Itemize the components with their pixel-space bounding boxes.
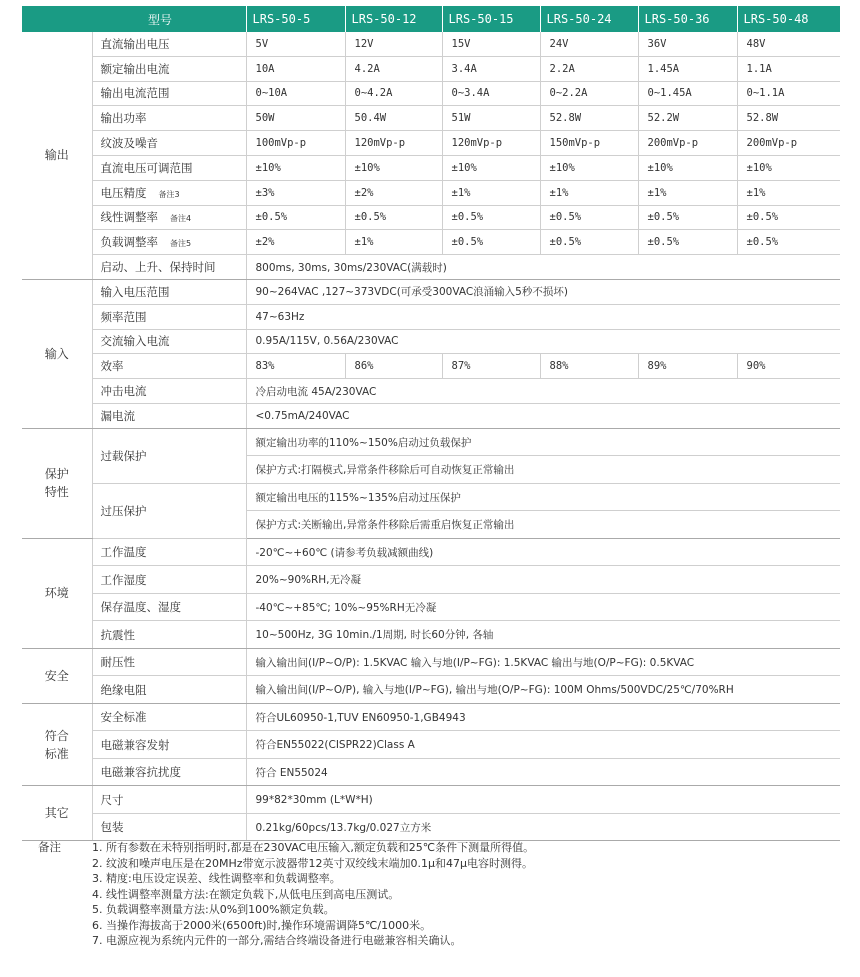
row-label <box>92 205 246 230</box>
cell-value: 3.4A <box>442 56 540 81</box>
span-value: 额定输出功率的110%~150%启动过负载保护 <box>246 428 840 456</box>
span-value: 输入输出间(I/P~O/P), 输入与地(I/P~FG), 输出与地(O/P~FG): 100M Ohms/500VDC/25℃/70%RH <box>246 676 840 704</box>
row-label-text: 负载调整率 <box>100 235 158 250</box>
row-label: 电磁兼容抗扰度 <box>92 758 246 786</box>
cell-value: 1.45A <box>638 56 737 81</box>
cell-value: 86% <box>345 354 442 379</box>
spec-row <box>22 205 840 230</box>
category-safety: 安全 <box>22 648 92 703</box>
cell-value: ±0.5% <box>638 205 737 230</box>
cell-value: 52.8W <box>737 106 840 131</box>
row-label: 电磁兼容发射 <box>92 731 246 759</box>
cell-value: 4.2A <box>345 56 442 81</box>
cell-value: ±1% <box>638 180 737 205</box>
span-value: 保护方式:打隔模式,异常条件移除后可自动恢复正常输出 <box>246 456 840 484</box>
category-input: 输入 <box>22 279 92 428</box>
model-name: LRS-50-24 <box>540 6 638 32</box>
spec-row <box>22 813 840 841</box>
cell-value: ±10% <box>345 155 442 180</box>
cell-value: ±0.5% <box>737 205 840 230</box>
row-label: 工作温度 <box>92 538 246 566</box>
cell-value: 150mVp-p <box>540 131 638 156</box>
spec-row <box>22 676 840 704</box>
spec-row <box>22 155 840 180</box>
spec-row <box>22 403 840 428</box>
cell-value: ±10% <box>246 155 345 180</box>
row-label-text: 线性调整率 <box>100 210 158 225</box>
cell-value: ±1% <box>737 180 840 205</box>
header-row <box>22 6 840 32</box>
row-label: 尺寸 <box>92 786 246 814</box>
cell-value: 0~2.2A <box>540 81 638 106</box>
cell-value: ±0.5% <box>442 230 540 255</box>
cell-value: 52.2W <box>638 106 737 131</box>
category-line: 保护 <box>44 467 69 482</box>
cell-value: 87% <box>442 354 540 379</box>
span-value: -20℃~+60℃ (请参考负载减额曲线) <box>246 538 840 566</box>
spec-row <box>22 106 840 131</box>
spec-row <box>22 354 840 379</box>
model-name: LRS-50-15 <box>442 6 540 32</box>
row-label: 绝缘电阻 <box>92 676 246 704</box>
spec-row <box>22 180 840 205</box>
spec-row <box>22 648 840 676</box>
cell-value: ±0.5% <box>638 230 737 255</box>
spec-row <box>22 538 840 566</box>
row-label: 直流电压可调范围 <box>92 155 246 180</box>
note-ref: 备注3 <box>158 189 180 199</box>
cell-value: ±10% <box>737 155 840 180</box>
spec-row <box>22 32 840 56</box>
cell-value: 120mVp-p <box>345 131 442 156</box>
category-output: 输出 <box>22 32 92 279</box>
cell-value: 1.1A <box>737 56 840 81</box>
span-value: 保护方式:关断输出,异常条件移除后需重启恢复正常输出 <box>246 511 840 539</box>
spec-row <box>22 758 840 786</box>
category-standards <box>22 703 92 786</box>
row-label: 效率 <box>92 354 246 379</box>
model-name: LRS-50-12 <box>345 6 442 32</box>
span-value: 符合EN55022(CISPR22)Class A <box>246 731 840 759</box>
row-label: 交流输入电流 <box>92 329 246 354</box>
spec-row <box>22 593 840 621</box>
cell-value: 12V <box>345 32 442 56</box>
span-value: 99*82*30mm (L*W*H) <box>246 786 840 814</box>
row-label: 包装 <box>92 813 246 841</box>
span-value: 符合 EN55024 <box>246 758 840 786</box>
cell-value: 88% <box>540 354 638 379</box>
cell-value: 0~3.4A <box>442 81 540 106</box>
cell-value: 36V <box>638 32 737 56</box>
row-label: 冲击电流 <box>92 379 246 404</box>
cell-value: 15V <box>442 32 540 56</box>
model-name: LRS-50-48 <box>737 6 840 32</box>
category-protection <box>22 428 92 538</box>
spec-row <box>22 56 840 81</box>
category-line: 特性 <box>44 485 69 500</box>
cell-value: ±10% <box>638 155 737 180</box>
span-value: 0.95A/115V, 0.56A/230VAC <box>246 329 840 354</box>
span-value: 800ms, 30ms, 30ms/230VAC(满载时) <box>246 255 840 280</box>
cell-value: ±0.5% <box>737 230 840 255</box>
spec-row <box>22 329 840 354</box>
row-label-text: 电压精度 <box>100 185 147 200</box>
model-name: LRS-50-5 <box>246 6 345 32</box>
spec-row <box>22 731 840 759</box>
spec-row <box>22 786 840 814</box>
spec-row <box>22 428 840 456</box>
spec-row <box>22 255 840 280</box>
cell-value: ±1% <box>442 180 540 205</box>
cell-value: 100mVp-p <box>246 131 345 156</box>
span-value: 冷启动电流 45A/230VAC <box>246 379 840 404</box>
spec-row <box>22 621 840 649</box>
row-label: 直流输出电压 <box>92 32 246 56</box>
row-label: 保存温度、湿度 <box>92 593 246 621</box>
category-line: 标准 <box>44 746 69 761</box>
row-label: 漏电流 <box>92 403 246 428</box>
cell-value: 120mVp-p <box>442 131 540 156</box>
cell-value: 50.4W <box>345 106 442 131</box>
cell-value: 0~4.2A <box>345 81 442 106</box>
spec-row <box>22 304 840 329</box>
span-value: 0.21kg/60pcs/13.7kg/0.027立方米 <box>246 813 840 841</box>
row-label <box>92 230 246 255</box>
row-label <box>92 180 246 205</box>
span-value: 20%~90%RH,无冷凝 <box>246 566 840 594</box>
span-value: 47~63Hz <box>246 304 840 329</box>
row-label: 额定输出电流 <box>92 56 246 81</box>
cell-value: ±1% <box>540 180 638 205</box>
row-label: 频率范围 <box>92 304 246 329</box>
span-value: -40℃~+85℃; 10%~95%RH无冷凝 <box>246 593 840 621</box>
cell-value: 0~1.1A <box>737 81 840 106</box>
spec-row <box>22 131 840 156</box>
notes-title: 备注 <box>38 840 61 854</box>
cell-value: 200mVp-p <box>737 131 840 156</box>
spec-row <box>22 566 840 594</box>
category-line: 符合 <box>44 728 69 743</box>
spec-row <box>22 379 840 404</box>
span-value: <0.75mA/240VAC <box>246 403 840 428</box>
note-item: 3. 精度:电压设定误差、线性调整率和负载调整率。 <box>92 872 341 885</box>
span-value: 额定输出电压的115%~135%启动过压保护 <box>246 483 840 511</box>
cell-value: 83% <box>246 354 345 379</box>
cell-value: ±3% <box>246 180 345 205</box>
row-label: 启动、上升、保持时间 <box>92 255 246 280</box>
cell-value: ±2% <box>246 230 345 255</box>
spec-table <box>22 6 840 841</box>
category-other: 其它 <box>22 786 92 841</box>
cell-value: 0~10A <box>246 81 345 106</box>
model-name: LRS-50-36 <box>638 6 737 32</box>
cell-value: ±0.5% <box>540 230 638 255</box>
cell-value: 2.2A <box>540 56 638 81</box>
cell-value: ±10% <box>442 155 540 180</box>
note-item: 6. 当操作海拔高于2000米(6500ft)时,操作环境需调降5℃/1000米。 <box>92 918 432 932</box>
note-ref: 备注5 <box>170 239 192 249</box>
row-label: 输出功率 <box>92 106 246 131</box>
cell-value: ±0.5% <box>442 205 540 230</box>
row-label: 过载保护 <box>92 428 246 483</box>
cell-value: ±2% <box>345 180 442 205</box>
cell-value: 51W <box>442 106 540 131</box>
spec-row <box>22 81 840 106</box>
note-item: 5. 负载调整率测量方法:从0%到100%额定负载。 <box>92 903 335 916</box>
model-label: 型号 <box>92 6 246 32</box>
span-value: 输入输出间(I/P~O/P): 1.5KVAC 输入与地(I/P~FG): 1.5KVAC 输出与地(O/P~FG): 0.5KVAC <box>246 648 840 676</box>
cell-value: 90% <box>737 354 840 379</box>
category-environment: 环境 <box>22 538 92 648</box>
notes-list <box>92 840 534 949</box>
row-label: 抗震性 <box>92 621 246 649</box>
cell-value: 24V <box>540 32 638 56</box>
cell-value: 52.8W <box>540 106 638 131</box>
cell-value: 89% <box>638 354 737 379</box>
span-value: 90~264VAC ,127~373VDC(可承受300VAC浪涌输入5秒不损坏) <box>246 279 840 304</box>
row-label: 过压保护 <box>92 483 246 538</box>
span-value: 符合UL60950-1,TUV EN60950-1,GB4943 <box>246 703 840 731</box>
header-corner <box>22 6 92 32</box>
spec-row <box>22 483 840 511</box>
spec-row <box>22 279 840 304</box>
cell-value: 10A <box>246 56 345 81</box>
note-item: 1. 所有参数在未特别指明时,都是在230VAC电压输入,额定负载和25℃条件下测量所得值。 <box>92 841 535 854</box>
cell-value: ±0.5% <box>246 205 345 230</box>
span-value: 10~500Hz, 3G 10min./1周期, 时长60分钟, 各轴 <box>246 621 840 649</box>
row-label: 工作湿度 <box>92 566 246 594</box>
note-item: 7. 电源应视为系统内元件的一部分,需结合终端设备进行电磁兼容相关确认。 <box>92 934 462 947</box>
cell-value: 48V <box>737 32 840 56</box>
note-item: 4. 线性调整率测量方法:在额定负载下,从低电压到高电压测试。 <box>92 887 400 901</box>
spec-row <box>22 230 840 255</box>
cell-value: ±10% <box>540 155 638 180</box>
note-ref: 备注4 <box>170 214 192 224</box>
cell-value: ±1% <box>345 230 442 255</box>
row-label: 输入电压范围 <box>92 279 246 304</box>
row-label: 输出电流范围 <box>92 81 246 106</box>
row-label: 安全标准 <box>92 703 246 731</box>
cell-value: 200mVp-p <box>638 131 737 156</box>
cell-value: 0~1.45A <box>638 81 737 106</box>
note-item: 2. 纹波和噪声电压是在20MHz带宽示波器带12英寸双绞线末端加0.1μ和47μ电容时测得。 <box>92 856 534 870</box>
cell-value: ±0.5% <box>345 205 442 230</box>
cell-value: 50W <box>246 106 345 131</box>
cell-value: 5V <box>246 32 345 56</box>
cell-value: ±0.5% <box>540 205 638 230</box>
row-label: 耐压性 <box>92 648 246 676</box>
row-label: 纹波及噪音 <box>92 131 246 156</box>
spec-row <box>22 703 840 731</box>
